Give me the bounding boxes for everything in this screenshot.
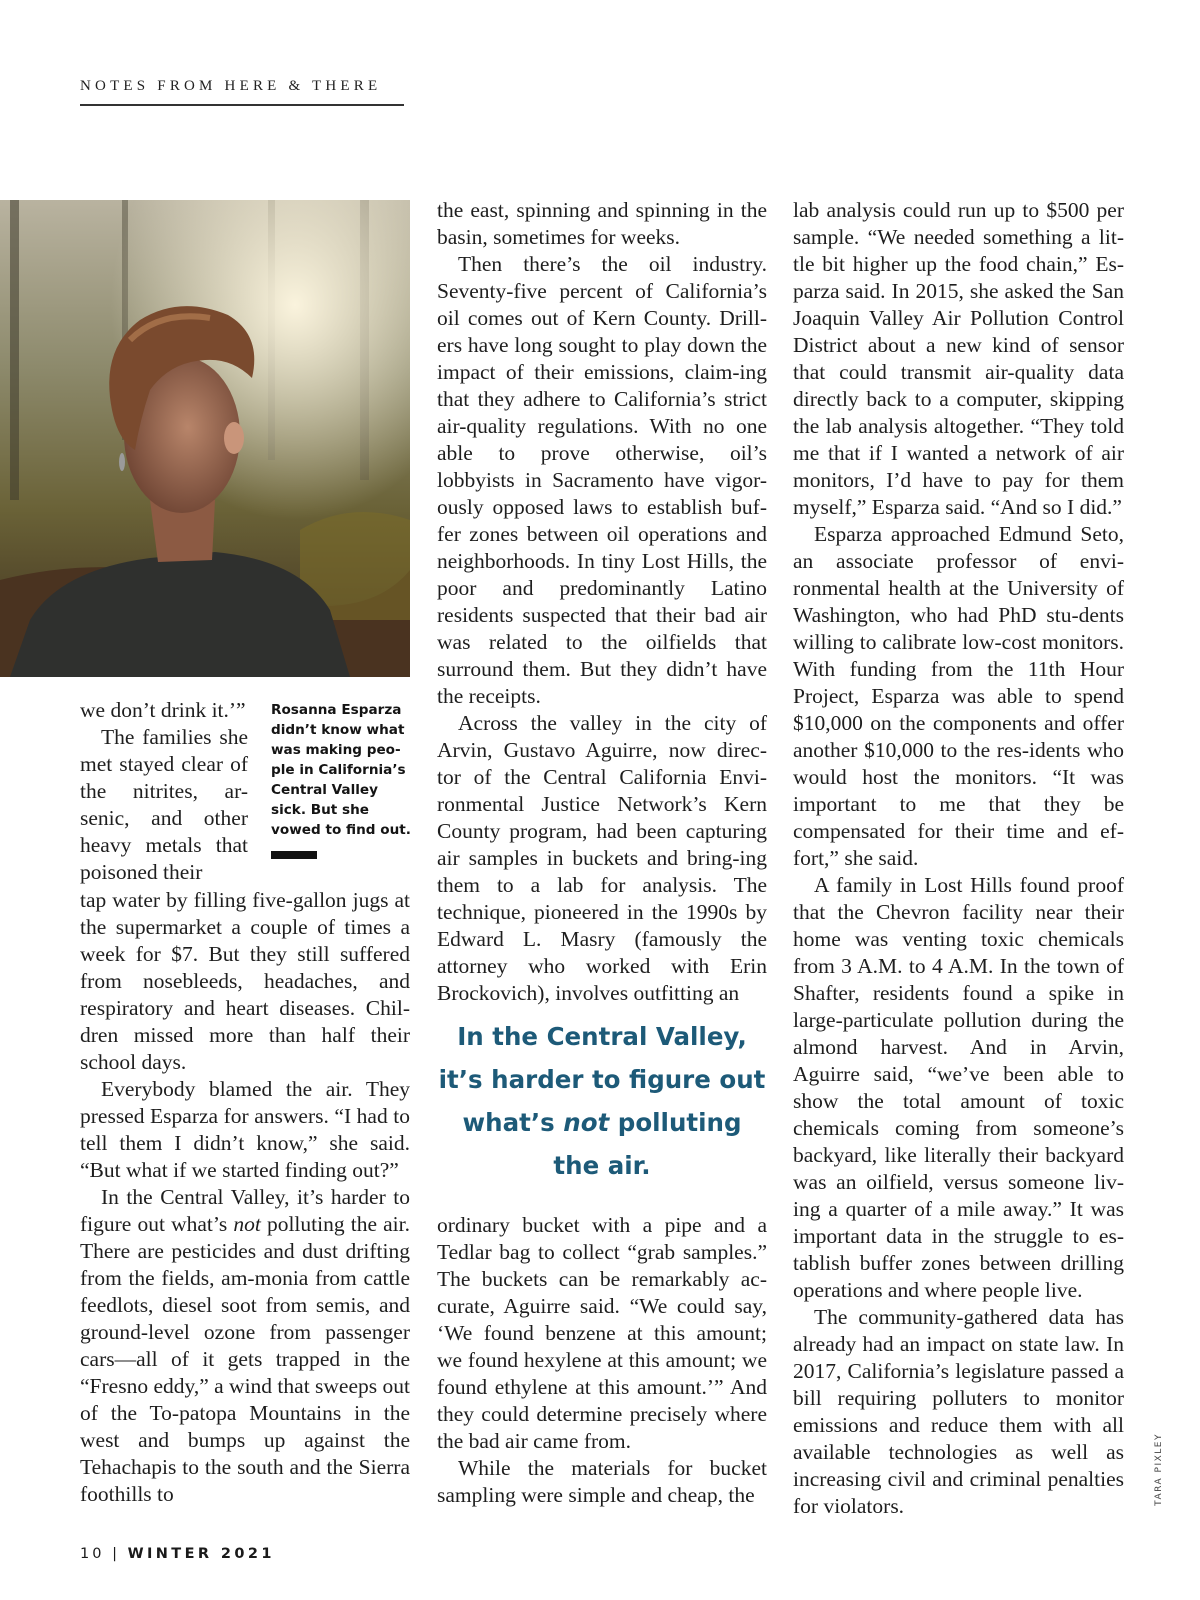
paragraph: Esparza approached Edmund Seto, an associate professor of envi-ronmental health at the University of Washington, who had PhD stu-dents willing to calibrate low-cost monitors. With funding from the 11th Hour Project, Esparza was able to spend $10,000 on the components and offer another $10,000 to the res-idents who would host the monitors. “It was important to me that they be compensated for their time and ef-fort,” she said. [793, 522, 1124, 870]
page-footer [80, 1546, 275, 1562]
pull-quote-text: polluting the air. [553, 1108, 742, 1180]
portrait-photo [0, 200, 410, 677]
paragraph: ordinary bucket with a pipe and a Tedlar bag to collect “grab samples.” The buckets can be remarkably ac-curate, Aguirre said. “We could say, ‘We found benzene at this amount; we found hexylene at this amount; we found ethylene at this amount.’” And they could determine precisely where the bad air came from. [437, 1213, 767, 1453]
column-3 [793, 197, 1124, 1520]
footer-separator: | [112, 1546, 120, 1562]
caption-bar [271, 851, 317, 859]
paragraph [80, 1184, 410, 1508]
section-rule [80, 104, 404, 106]
text-run: In the Central Valley, it’s harder to figure out what’s [80, 1185, 410, 1236]
paragraph: Everybody blamed the air. They pressed Esparza for answers. “I had to tell them I didn’t know,” she said. “But what if we started finding out?” [80, 1077, 410, 1182]
text-run: polluting the air. There are pesticides and dust drifting from the fields, am-monia from cattle feedlots, diesel soot from semis, and ground-level ozone from passenger cars—all of it gets trapped in the “Fresno eddy,” a wind that sweeps out of the To-patopa Mountains in the west and bumps up against the Tehachapis to the south and the Sierra foothills to [80, 1212, 410, 1506]
paragraph: the east, spinning and spinning in the basin, sometimes for weeks. [437, 198, 767, 249]
pull-quote-text: In the Central Valley, it’s harder to figure out what’s [438, 1022, 766, 1137]
paragraph: The community-gathered data has already had an impact on state law. In 2017, California’s legislature passed a bill requiring polluters to monitor emissions and reduce them with all available technologies as well as increasing civil and criminal penalties for violators. [793, 1305, 1124, 1518]
paragraph: we don’t drink it.’” [80, 698, 246, 722]
paragraph: A family in Lost Hills found proof that the Chevron facility near their home was venting toxic chemicals from 3 A.M. to 4 A.M. In the town of Shafter, residents found a spike in large-particulate pollution during the almond harvest. And in Arvin, Aguirre said, “we’ve been able to show the total amount of toxic chemicals coming from someone’s backyard, like literally their backyard was an oilfield, versus someone liv-ing a quarter of a mile away.” It was important data in the struggle to es-tablish buffer zones between drilling operations and where people live. [793, 873, 1124, 1302]
photo-caption: Rosanna Esparza didn’t know what was making peo-ple in California’s Central Valley sick. But she vowed to find out. [271, 702, 411, 838]
paragraph: tap water by filling five-gallon jugs at the supermarket a couple of times a week for $7. But they still suffered from nosebleeds, headaches, and respiratory and heart diseases. Chil-dren missed more than half their school days. [80, 888, 410, 1074]
paragraph: Across the valley in the city of Arvin, Gustavo Aguirre, now direc-tor of the Central California Envi-ronmental Justice Network’s Kern County program, had been capturing air samples in buckets and bring-ing them to a lab for analysis. The technique, pioneered in the 1990s by Edward L. Masry (famously the attorney who worked with Erin Brockovich), involves outfitting an [437, 711, 767, 1005]
portrait-illustration [0, 200, 410, 677]
issue-label: WINTER 2021 [127, 1546, 275, 1562]
paragraph: The families she met stayed clear of the nitrites, ar-senic, and other heavy metals that poisoned their [80, 725, 248, 884]
emphasis: not [233, 1212, 261, 1236]
pull-quote [437, 1015, 767, 1187]
section-label: NOTES FROM HERE & THERE [80, 78, 382, 94]
pull-quote-emphasis: not [563, 1108, 610, 1137]
paragraph: While the materials for bucket sampling were simple and cheap, the [437, 1456, 767, 1507]
column-1 [80, 887, 410, 1508]
paragraph: lab analysis could run up to $500 per sample. “We needed something a lit-tle bit higher up the food chain,” Es-parza said. In 2015, she asked the San Joaquin Valley Air Pollution Control District about a new kind of sensor that could transmit air-quality data directly back to a computer, skipping the lab analysis altogether. “They told me that if I wanted a network of air monitors, I’d have to pay for them myself,” Esparza said. “And so I did.” [793, 198, 1124, 519]
photo-credit: TARA PIXLEY [1154, 1433, 1164, 1506]
page-number: 10 [80, 1546, 105, 1562]
column-2-top [437, 197, 767, 1007]
paragraph: Then there’s the oil industry. Seventy-five percent of California’s oil comes out of Kern County. Drill-ers have long sought to play down the impact of their emissions, claim-ing that they adhere to California’s strict air-quality regulations. With no one able to prove otherwise, oil’s lobbyists in Sacramento have vigor-ously opposed laws to establish buf-fer zones between oil operations and neighborhoods. In tiny Lost Hills, the poor and predominantly Latino residents suspected that their bad air was related to the oilfields that surround them. But they didn’t have the receipts. [437, 252, 767, 708]
column-1-wrap [80, 697, 248, 886]
column-2-bottom [437, 1212, 767, 1509]
